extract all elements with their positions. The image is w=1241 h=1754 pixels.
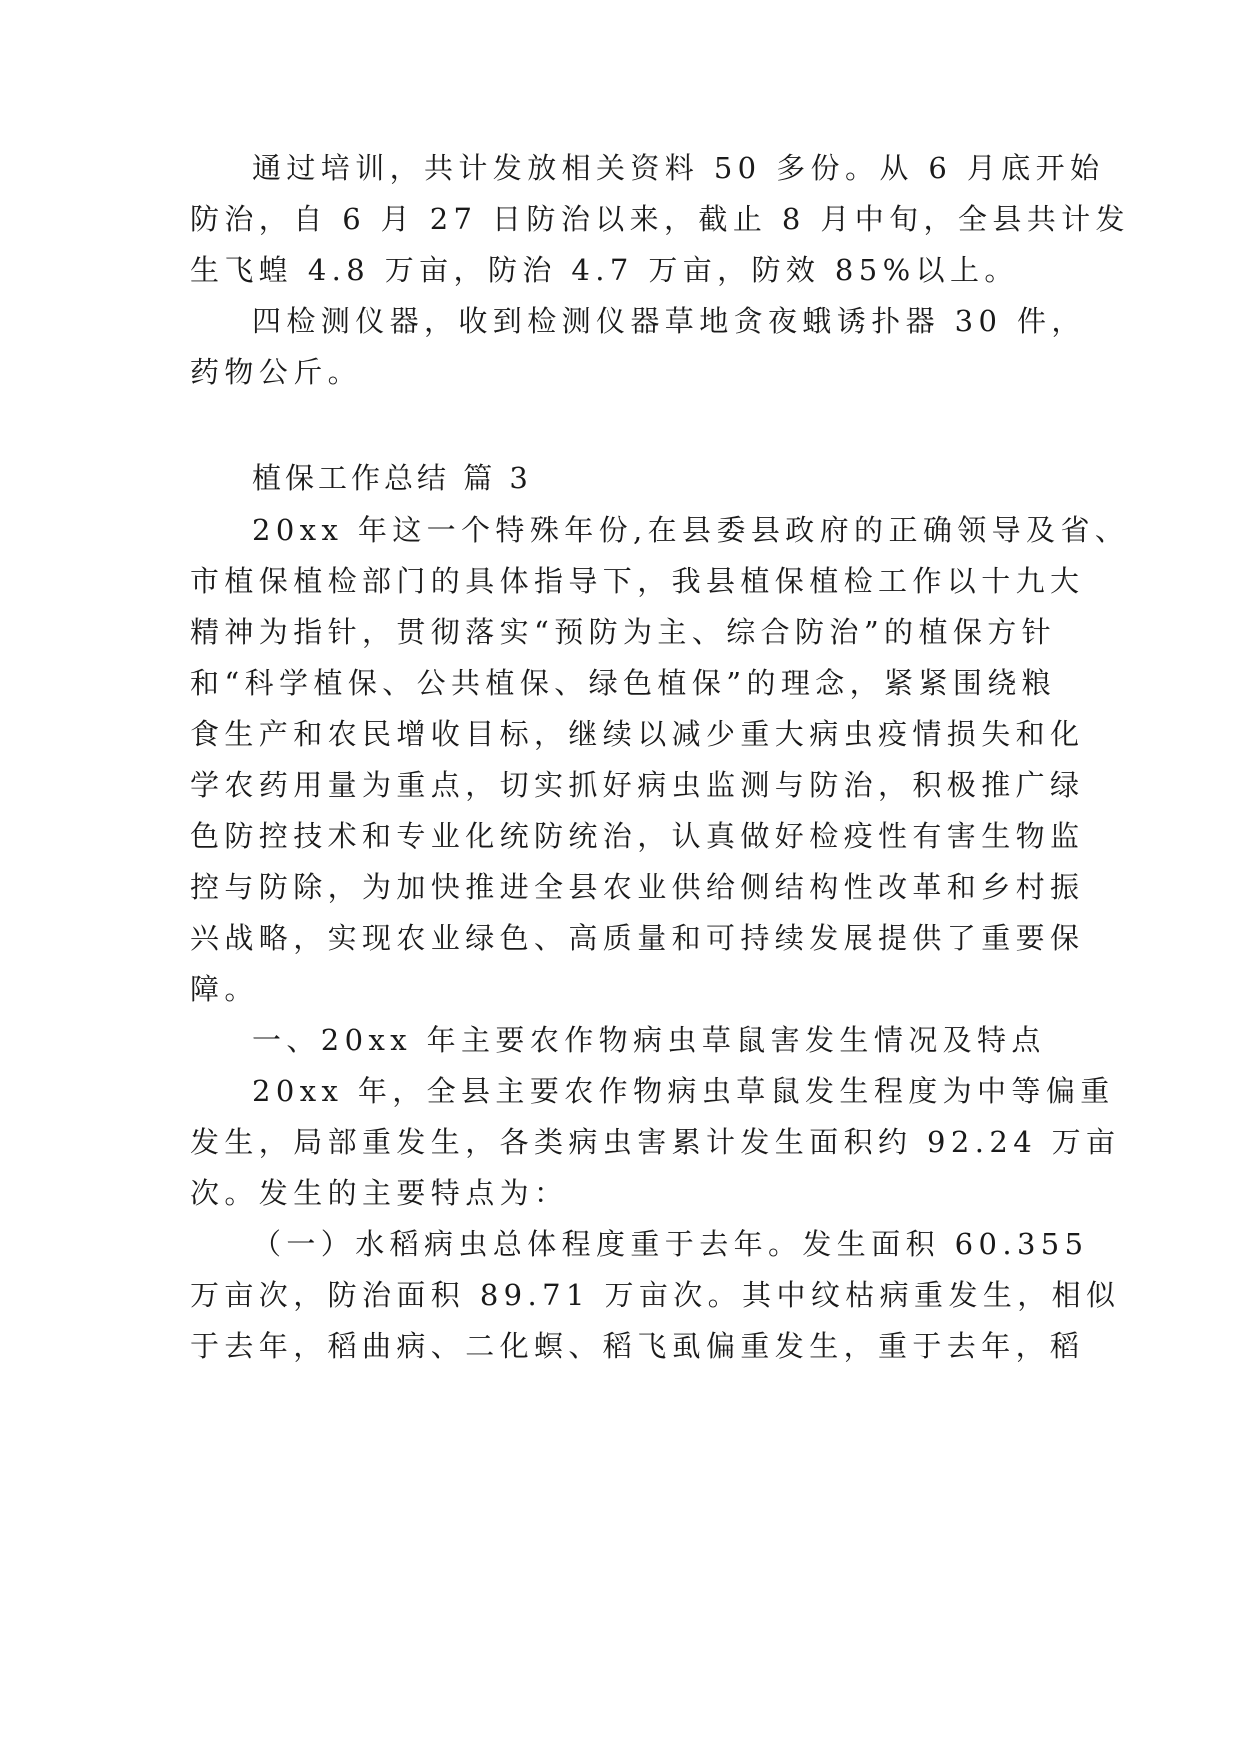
paragraph-line: 次。发生的主要特点为： — [190, 1176, 569, 1210]
paragraph-line: 防治，自 6 月 27 日防治以来，截止 8 月中旬，全县共计发 — [190, 202, 1130, 236]
paragraph-line: 精神为指针，贯彻落实“预防为主、综合防治”的植保方针 — [190, 615, 1057, 649]
paragraph-line: 于去年，稻曲病、二化螟、稻飞虱偏重发生，重于去年，稻 — [190, 1329, 1085, 1363]
paragraph-line: 四检测仪器，收到检测仪器草地贪夜蛾诱扑器 30 件， — [252, 304, 1086, 338]
section-heading: 植保工作总结 篇 3 — [252, 461, 532, 495]
paragraph-line: 控与防除，为加快推进全县农业供给侧结构性改革和乡村振 — [190, 870, 1085, 904]
paragraph-line: 药物公斤。 — [190, 355, 363, 389]
paragraph-line: 万亩次，防治面积 89.71 万亩次。其中纹枯病重发生，相似 — [190, 1278, 1121, 1312]
paragraph-line: 兴战略，实现农业绿色、高质量和可持续发展提供了重要保 — [190, 921, 1085, 955]
paragraph-line: 食生产和农民增收目标，继续以减少重大病虫疫情损失和化 — [190, 717, 1085, 751]
paragraph-line: 色防控技术和专业化统防统治，认真做好检疫性有害生物监 — [190, 819, 1085, 853]
subheading-line: 一、20xx 年主要农作物病虫草鼠害发生情况及特点 — [252, 1023, 1046, 1057]
paragraph-line: 和“科学植保、公共植保、绿色植保”的理念，紧紧围绕粮 — [190, 666, 1057, 700]
paragraph-line: 学农药用量为重点，切实抓好病虫监测与防治，积极推广绿 — [190, 768, 1085, 802]
paragraph-line: 20xx 年这一个特殊年份,在县委县政府的正确领导及省、 — [252, 513, 1130, 547]
paragraph-line: 市植保植检部门的具体指导下，我县植保植检工作以十九大 — [190, 564, 1085, 598]
paragraph-line: 通过培训，共计发放相关资料 50 多份。从 6 月底开始 — [252, 151, 1105, 185]
paragraph-line: （一）水稻病虫总体程度重于去年。发生面积 60.355 — [252, 1227, 1089, 1261]
paragraph-line: 生飞蝗 4.8 万亩，防治 4.7 万亩，防效 85%以上。 — [190, 253, 1019, 287]
paragraph-line: 20xx 年，全县主要农作物病虫草鼠发生程度为中等偏重 — [252, 1074, 1115, 1108]
paragraph-line: 障。 — [190, 972, 259, 1006]
paragraph-line: 发生，局部重发生，各类病虫害累计发生面积约 92.24 万亩 — [190, 1125, 1121, 1159]
